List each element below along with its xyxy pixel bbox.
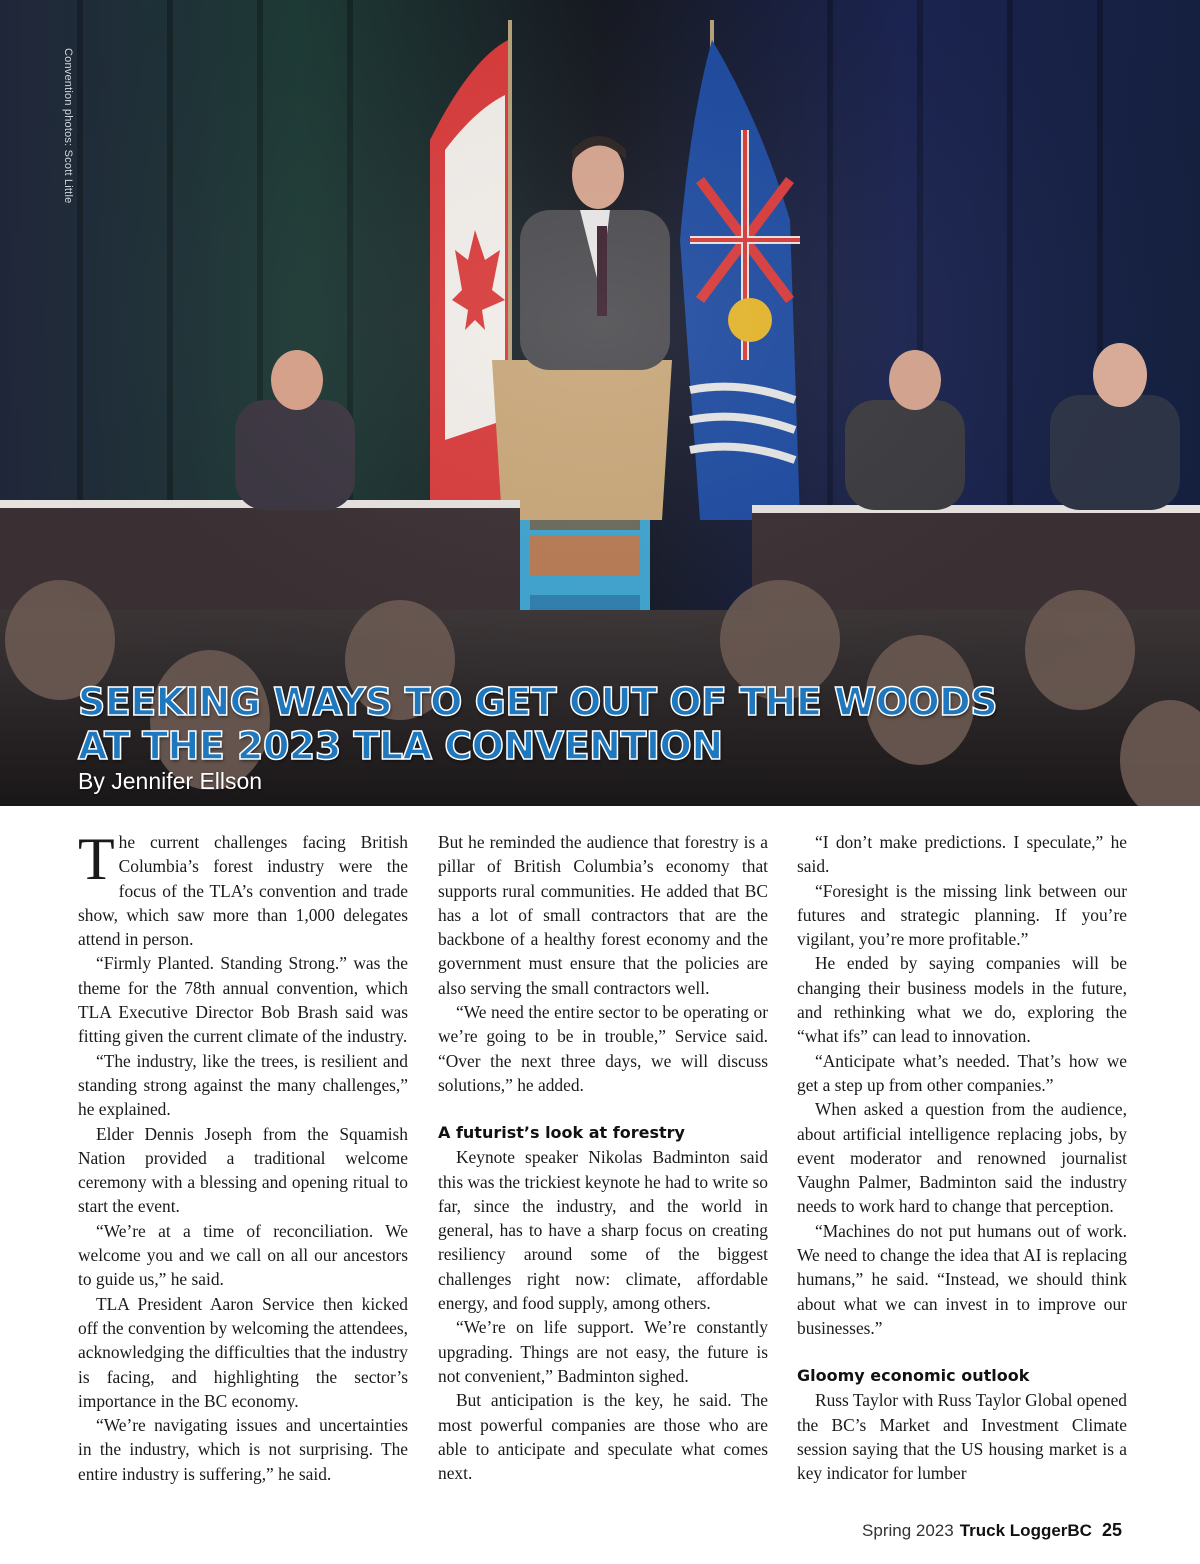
headline-line-2: AT THE 2023 TLA CONVENTION <box>78 724 723 768</box>
paragraph-text: he current challenges facing British Columbia’s forest industry were the focus of the TLA’s convention and trade show, which saw more than 1,000 delegates attend in person. <box>78 832 408 950</box>
paragraph: “Anticipate what’s needed. That’s how we get a step up from other companies.” <box>797 1050 1127 1095</box>
paragraph: He ended by saying companies will be changing their business models in the future, and rethinking what we do, exploring the “what ifs” can lead to innovation. <box>797 953 1127 1047</box>
article-column-3 <box>797 830 1127 1485</box>
issue-date: Spring 2023 <box>862 1521 954 1540</box>
paragraph: “We’re on life support. We’re constantly upgrading. Things are not easy, the future is not convenient,” Badminton sighed. <box>438 1317 768 1386</box>
paragraph: Russ Taylor with Russ Taylor Global opened the BC’s Market and Investment Climate session saying that the US housing market is a key indicator for lumber <box>797 1390 1127 1484</box>
photo-credit: Convention photos: Scott Little <box>62 48 74 204</box>
paragraph: TLA President Aaron Service then kicked off the convention by welcoming the attendees, acknowledging the difficulties that the industry is facing, and highlighting the sector’s importance in the BC economy. <box>78 1293 408 1411</box>
drop-cap: T <box>78 826 115 892</box>
paragraph: “Machines do not put humans out of work. We need to change the idea that AI is replacing humans,” he said. “Instead, we should think about what we can invest in to improve our businesses.” <box>797 1220 1127 1338</box>
paragraph: “We need the entire sector to be operating or we’re going to be in trouble,” Service said. “Over the next three days, we will discuss solutions,” he added. <box>438 1002 768 1095</box>
paragraph: “Firmly Planted. Standing Strong.” was the theme for the 78th annual convention, which TLA Executive Director Bob Brash said was fitting given the current climate of the industry. <box>78 953 408 1047</box>
paragraph: “Foresight is the missing link between our futures and strategic planning. If you’re vigilant, you’re more profitable.” <box>797 880 1127 950</box>
paragraph: “I don’t make predictions. I speculate,” he said. <box>797 832 1127 877</box>
paragraph: Elder Dennis Joseph from the Squamish Nation provided a traditional welcome ceremony with a blessing and opening ritual to start the event. <box>78 1123 408 1217</box>
headline-line-1: SEEKING WAYS TO GET OUT OF THE WOODS <box>78 680 998 724</box>
publication-name: Truck LoggerBC <box>959 1521 1092 1540</box>
page-number: 25 <box>1101 1520 1122 1540</box>
byline: By Jennifer Ellson <box>78 768 263 794</box>
paragraph: Keynote speaker Nikolas Badminton said this was the trickiest keynote he had to write so far, since the industry, and the world in general, has to have a sharp focus on creating resiliency around some of the biggest challenges right now: climate, affordable energy, and food supply, among others. <box>438 1147 768 1314</box>
paragraph: “We’re at a time of reconciliation. We welcome you and we call on all our ancestors to guide us,” he said. <box>78 1220 408 1290</box>
article-column-1 <box>78 826 408 1486</box>
page-footer <box>862 1520 1122 1541</box>
headline <box>78 680 997 768</box>
subhead: A futurist’s look at forestry <box>438 1123 685 1143</box>
paragraph <box>78 826 408 951</box>
article-column-2 <box>438 830 768 1485</box>
paragraph: When asked a question from the audience, about artificial intelligence replacing jobs, by event moderator and renowned journalist Vaughn Palmer, Badminton said the industry needs to work hard to change that perception. <box>797 1099 1127 1217</box>
paragraph: “The industry, like the trees, is resilient and standing strong against the many challenges,” he explained. <box>78 1050 408 1120</box>
paragraph: “We’re navigating issues and uncertainties in the industry, which is not surprising. The entire industry is suffering,” he said. <box>78 1415 408 1484</box>
subhead: Gloomy economic outlook <box>797 1366 1030 1386</box>
paragraph: But anticipation is the key, he said. The most powerful companies are those who are able to anticipate and speculate what comes next. <box>438 1390 768 1484</box>
paragraph: But he reminded the audience that forestry is a pillar of British Columbia’s economy that supports rural communities. He added that BC has a lot of small contractors that are the backbone of a healthy forest economy and the government must ensure that the policies are also serving the small contractors well. <box>438 832 768 998</box>
